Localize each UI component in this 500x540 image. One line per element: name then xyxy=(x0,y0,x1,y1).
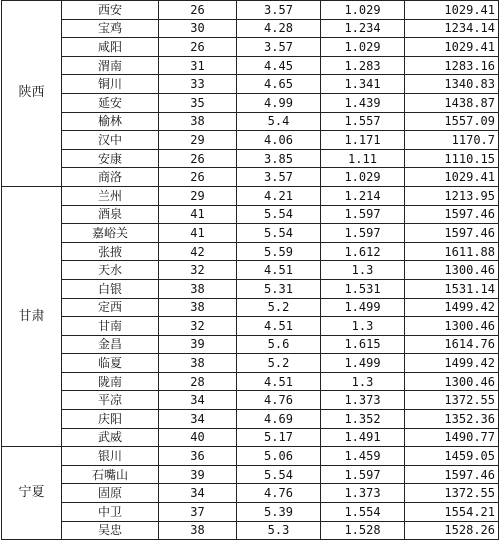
city-cell: 金昌 xyxy=(62,335,159,354)
table-row xyxy=(2,205,499,224)
value-cell-a: 29 xyxy=(159,131,237,150)
city-cell: 定西 xyxy=(62,298,159,317)
value-cell-d: 1459.05 xyxy=(405,447,499,466)
value-cell-a: 38 xyxy=(159,112,237,131)
city-cell: 甘南 xyxy=(62,317,159,336)
province-cell: 陕西 xyxy=(2,1,62,187)
value-cell-a: 29 xyxy=(159,186,237,205)
table-row xyxy=(2,279,499,298)
value-cell-d: 1170.7 xyxy=(405,131,499,150)
value-cell-c: 1.029 xyxy=(321,168,405,187)
table-row xyxy=(2,503,499,522)
value-cell-a: 39 xyxy=(159,335,237,354)
value-cell-b: 4.51 xyxy=(237,261,321,280)
value-cell-d: 1499.42 xyxy=(405,354,499,373)
value-cell-c: 1.499 xyxy=(321,298,405,317)
value-cell-d: 1438.87 xyxy=(405,93,499,112)
table-row xyxy=(2,149,499,168)
value-cell-b: 3.57 xyxy=(237,1,321,20)
value-cell-b: 5.2 xyxy=(237,298,321,317)
value-cell-c: 1.352 xyxy=(321,410,405,429)
value-cell-b: 5.17 xyxy=(237,428,321,447)
value-cell-b: 5.54 xyxy=(237,224,321,243)
value-cell-d: 1029.41 xyxy=(405,38,499,57)
table-row xyxy=(2,186,499,205)
table-row xyxy=(2,484,499,503)
value-cell-a: 41 xyxy=(159,205,237,224)
value-cell-a: 38 xyxy=(159,521,237,540)
value-cell-c: 1.341 xyxy=(321,75,405,94)
value-cell-a: 37 xyxy=(159,503,237,522)
value-cell-a: 30 xyxy=(159,19,237,38)
table-row xyxy=(2,112,499,131)
value-cell-b: 5.31 xyxy=(237,279,321,298)
city-cell: 商洛 xyxy=(62,168,159,187)
value-cell-a: 26 xyxy=(159,38,237,57)
value-cell-d: 1283.16 xyxy=(405,56,499,75)
city-cell: 安康 xyxy=(62,149,159,168)
value-cell-d: 1029.41 xyxy=(405,1,499,20)
value-cell-c: 1.459 xyxy=(321,447,405,466)
value-cell-a: 41 xyxy=(159,224,237,243)
value-cell-b: 4.76 xyxy=(237,484,321,503)
city-cell: 吴忠 xyxy=(62,521,159,540)
value-cell-d: 1300.46 xyxy=(405,261,499,280)
table-row xyxy=(2,391,499,410)
city-cell: 酒泉 xyxy=(62,205,159,224)
value-cell-c: 1.528 xyxy=(321,521,405,540)
table-row xyxy=(2,242,499,261)
table-body xyxy=(2,1,499,540)
value-cell-b: 4.45 xyxy=(237,56,321,75)
value-cell-a: 26 xyxy=(159,1,237,20)
city-cell: 白银 xyxy=(62,279,159,298)
value-cell-b: 5.06 xyxy=(237,447,321,466)
city-cell: 延安 xyxy=(62,93,159,112)
value-cell-c: 1.554 xyxy=(321,503,405,522)
value-cell-b: 4.65 xyxy=(237,75,321,94)
value-cell-a: 28 xyxy=(159,372,237,391)
value-cell-d: 1372.55 xyxy=(405,391,499,410)
table-row xyxy=(2,354,499,373)
city-cell: 铜川 xyxy=(62,75,159,94)
value-cell-a: 32 xyxy=(159,261,237,280)
city-cell: 庆阳 xyxy=(62,410,159,429)
value-cell-d: 1499.42 xyxy=(405,298,499,317)
table-row xyxy=(2,131,499,150)
table-row xyxy=(2,447,499,466)
value-cell-d: 1340.83 xyxy=(405,75,499,94)
value-cell-b: 3.85 xyxy=(237,149,321,168)
province-cell: 甘肃 xyxy=(2,186,62,446)
table-row xyxy=(2,93,499,112)
value-cell-b: 4.21 xyxy=(237,186,321,205)
table-row xyxy=(2,38,499,57)
value-cell-c: 1.439 xyxy=(321,93,405,112)
value-cell-c: 1.612 xyxy=(321,242,405,261)
city-cell: 固原 xyxy=(62,484,159,503)
value-cell-b: 4.51 xyxy=(237,317,321,336)
value-cell-a: 38 xyxy=(159,354,237,373)
city-cell: 石嘴山 xyxy=(62,465,159,484)
value-cell-d: 1531.14 xyxy=(405,279,499,298)
city-cell: 平凉 xyxy=(62,391,159,410)
value-cell-b: 5.54 xyxy=(237,205,321,224)
value-cell-a: 35 xyxy=(159,93,237,112)
value-cell-c: 1.234 xyxy=(321,19,405,38)
table-row xyxy=(2,410,499,429)
value-cell-c: 1.373 xyxy=(321,484,405,503)
value-cell-c: 1.491 xyxy=(321,428,405,447)
value-cell-b: 4.28 xyxy=(237,19,321,38)
city-cell: 临夏 xyxy=(62,354,159,373)
value-cell-d: 1213.95 xyxy=(405,186,499,205)
value-cell-d: 1528.26 xyxy=(405,521,499,540)
value-cell-a: 31 xyxy=(159,56,237,75)
value-cell-d: 1597.46 xyxy=(405,465,499,484)
value-cell-b: 5.39 xyxy=(237,503,321,522)
city-cell: 陇南 xyxy=(62,372,159,391)
value-cell-d: 1597.46 xyxy=(405,224,499,243)
value-cell-d: 1557.09 xyxy=(405,112,499,131)
value-cell-b: 5.59 xyxy=(237,242,321,261)
value-cell-c: 1.373 xyxy=(321,391,405,410)
table-row xyxy=(2,56,499,75)
value-cell-a: 39 xyxy=(159,465,237,484)
value-cell-b: 4.51 xyxy=(237,372,321,391)
value-cell-a: 38 xyxy=(159,298,237,317)
city-cell: 嘉峪关 xyxy=(62,224,159,243)
table-row xyxy=(2,298,499,317)
value-cell-b: 4.99 xyxy=(237,93,321,112)
value-cell-c: 1.499 xyxy=(321,354,405,373)
value-cell-b: 5.6 xyxy=(237,335,321,354)
city-cell: 汉中 xyxy=(62,131,159,150)
value-cell-c: 1.597 xyxy=(321,465,405,484)
value-cell-c: 1.3 xyxy=(321,317,405,336)
value-cell-a: 32 xyxy=(159,317,237,336)
value-cell-c: 1.171 xyxy=(321,131,405,150)
table-row xyxy=(2,521,499,540)
city-cell: 武威 xyxy=(62,428,159,447)
value-cell-c: 1.214 xyxy=(321,186,405,205)
table-row xyxy=(2,168,499,187)
value-cell-d: 1352.36 xyxy=(405,410,499,429)
value-cell-a: 34 xyxy=(159,391,237,410)
table-row xyxy=(2,335,499,354)
city-cell: 兰州 xyxy=(62,186,159,205)
table-row xyxy=(2,317,499,336)
city-cell: 榆林 xyxy=(62,112,159,131)
table-row xyxy=(2,428,499,447)
value-cell-d: 1234.14 xyxy=(405,19,499,38)
value-cell-b: 3.57 xyxy=(237,168,321,187)
value-cell-a: 26 xyxy=(159,149,237,168)
city-cell: 西安 xyxy=(62,1,159,20)
table-row xyxy=(2,372,499,391)
city-cell: 渭南 xyxy=(62,56,159,75)
city-cell: 张掖 xyxy=(62,242,159,261)
value-cell-c: 1.597 xyxy=(321,224,405,243)
value-cell-d: 1490.77 xyxy=(405,428,499,447)
value-cell-c: 1.597 xyxy=(321,205,405,224)
city-cell: 中卫 xyxy=(62,503,159,522)
value-cell-a: 34 xyxy=(159,484,237,503)
value-cell-a: 34 xyxy=(159,410,237,429)
value-cell-a: 26 xyxy=(159,168,237,187)
value-cell-c: 1.283 xyxy=(321,56,405,75)
value-cell-c: 1.3 xyxy=(321,261,405,280)
value-cell-b: 5.2 xyxy=(237,354,321,373)
value-cell-d: 1300.46 xyxy=(405,372,499,391)
city-cell: 咸阳 xyxy=(62,38,159,57)
value-cell-a: 40 xyxy=(159,428,237,447)
table-row xyxy=(2,465,499,484)
value-cell-c: 1.531 xyxy=(321,279,405,298)
value-cell-b: 3.57 xyxy=(237,38,321,57)
city-cell: 宝鸡 xyxy=(62,19,159,38)
city-cell: 银川 xyxy=(62,447,159,466)
value-cell-d: 1614.76 xyxy=(405,335,499,354)
data-table xyxy=(1,0,499,540)
table-row xyxy=(2,75,499,94)
table-row xyxy=(2,19,499,38)
value-cell-b: 5.3 xyxy=(237,521,321,540)
province-cell: 宁夏 xyxy=(2,447,62,540)
table-row xyxy=(2,261,499,280)
value-cell-d: 1029.41 xyxy=(405,168,499,187)
city-cell: 天水 xyxy=(62,261,159,280)
value-cell-c: 1.029 xyxy=(321,38,405,57)
value-cell-d: 1300.46 xyxy=(405,317,499,336)
value-cell-a: 42 xyxy=(159,242,237,261)
value-cell-b: 4.06 xyxy=(237,131,321,150)
value-cell-d: 1597.46 xyxy=(405,205,499,224)
value-cell-a: 38 xyxy=(159,279,237,298)
value-cell-b: 5.54 xyxy=(237,465,321,484)
value-cell-d: 1372.55 xyxy=(405,484,499,503)
value-cell-b: 5.4 xyxy=(237,112,321,131)
value-cell-b: 4.76 xyxy=(237,391,321,410)
value-cell-a: 33 xyxy=(159,75,237,94)
table-row xyxy=(2,1,499,20)
value-cell-c: 1.11 xyxy=(321,149,405,168)
value-cell-c: 1.3 xyxy=(321,372,405,391)
value-cell-c: 1.557 xyxy=(321,112,405,131)
value-cell-d: 1554.21 xyxy=(405,503,499,522)
value-cell-d: 1611.88 xyxy=(405,242,499,261)
table-row xyxy=(2,224,499,243)
value-cell-d: 1110.15 xyxy=(405,149,499,168)
value-cell-c: 1.615 xyxy=(321,335,405,354)
value-cell-c: 1.029 xyxy=(321,1,405,20)
value-cell-a: 36 xyxy=(159,447,237,466)
value-cell-b: 4.69 xyxy=(237,410,321,429)
